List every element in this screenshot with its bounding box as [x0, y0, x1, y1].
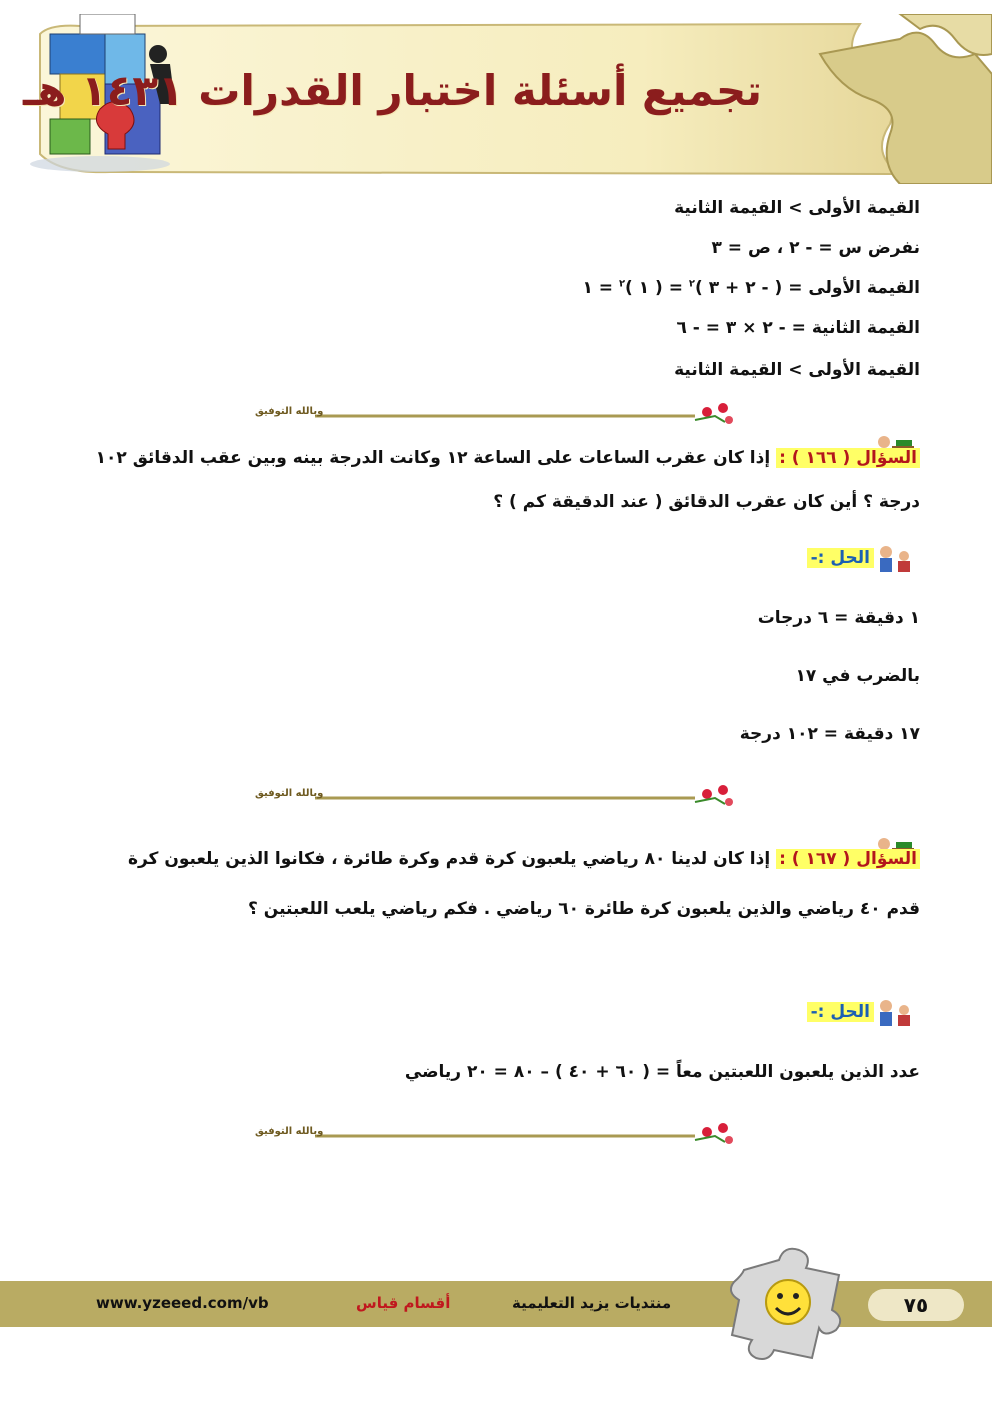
- footer-section: أقسام قياس: [356, 1294, 451, 1312]
- divider-text: وبالله التوفيق: [255, 788, 324, 799]
- exponent: ٢: [688, 278, 696, 290]
- section-divider: [255, 1118, 740, 1148]
- expression-part: = ( ١ ): [625, 278, 689, 298]
- footer-forum: منتديات يزيد التعليمية: [512, 1294, 672, 1312]
- solution-label: الحل :-: [807, 1002, 874, 1022]
- expression-part: القيمة الأولى = ( - ٢ + ٣ ): [695, 278, 920, 298]
- solution-line: [582, 278, 920, 298]
- section-divider: [255, 780, 740, 810]
- rose-icon: [702, 789, 712, 799]
- question-166: [90, 436, 920, 524]
- smiley-puzzle-icon: [724, 1240, 852, 1362]
- teacher-student-icon: [876, 544, 916, 576]
- solution-line: ١٧ دقيقة = ١٠٢ درجة: [739, 724, 920, 744]
- solution-line: القيمة الأولى > القيمة الثانية: [674, 360, 920, 380]
- rose-icon: [702, 407, 712, 417]
- question-text: إذا كان لدينا ٨٠ رياضي يلعبون كرة قدم وكرة طائرة ، فكانوا الذين يلعبون كرة قدم ٤٠ رياضي والذين يلعبون كرة طائرة ٦٠ رياضي . فكم رياضي يلعب اللعبتين ؟: [127, 849, 920, 919]
- solution-line: القيمة الثانية = - ٢ × ٣ = - ٦: [676, 318, 920, 338]
- solution-line: ١ دقيقة = ٦ درجات: [757, 608, 920, 628]
- page-title: تجميع أسئلة اختبار القدرات ١٤٣١ هـ: [23, 66, 762, 115]
- question-label: السؤال ( ١٦٧ ) :: [776, 849, 920, 869]
- divider-text: وبالله التوفيق: [255, 406, 324, 417]
- question-label: السؤال ( ١٦٦ ) :: [776, 448, 920, 468]
- expression-part: = ١: [582, 278, 619, 298]
- solution-line: عدد الذين يلعبون اللعبتين معاً = ( ٦٠ + ٤٠ ) – ٨٠ = ٢٠ رياضي: [404, 1062, 920, 1082]
- question-text: إذا كان عقرب الساعات على الساعة ١٢ وكانت الدرجة بينه وبين عقب الدقائق ١٠٢ درجة ؟ أين كان عقرب الدقائق ( عند الدقيقة كم ) ؟: [95, 448, 920, 512]
- rose-icon: [702, 1127, 712, 1137]
- teacher-student-icon: [876, 998, 916, 1030]
- divider-text: وبالله التوفيق: [255, 1126, 324, 1137]
- solution-line: بالضرب في ١٧: [795, 666, 920, 686]
- solution-line: نفرض س = - ٢ ، ص = ٣: [711, 238, 920, 258]
- question-167: [90, 834, 920, 934]
- exponent: ٢: [618, 278, 626, 290]
- page-number: ٧٥: [868, 1289, 964, 1321]
- footer-url[interactable]: www.yzeeed.com/vb: [96, 1294, 269, 1312]
- solution-label: الحل :-: [807, 548, 874, 568]
- section-divider: [255, 398, 740, 428]
- solution-line: القيمة الأولى > القيمة الثانية: [674, 198, 920, 218]
